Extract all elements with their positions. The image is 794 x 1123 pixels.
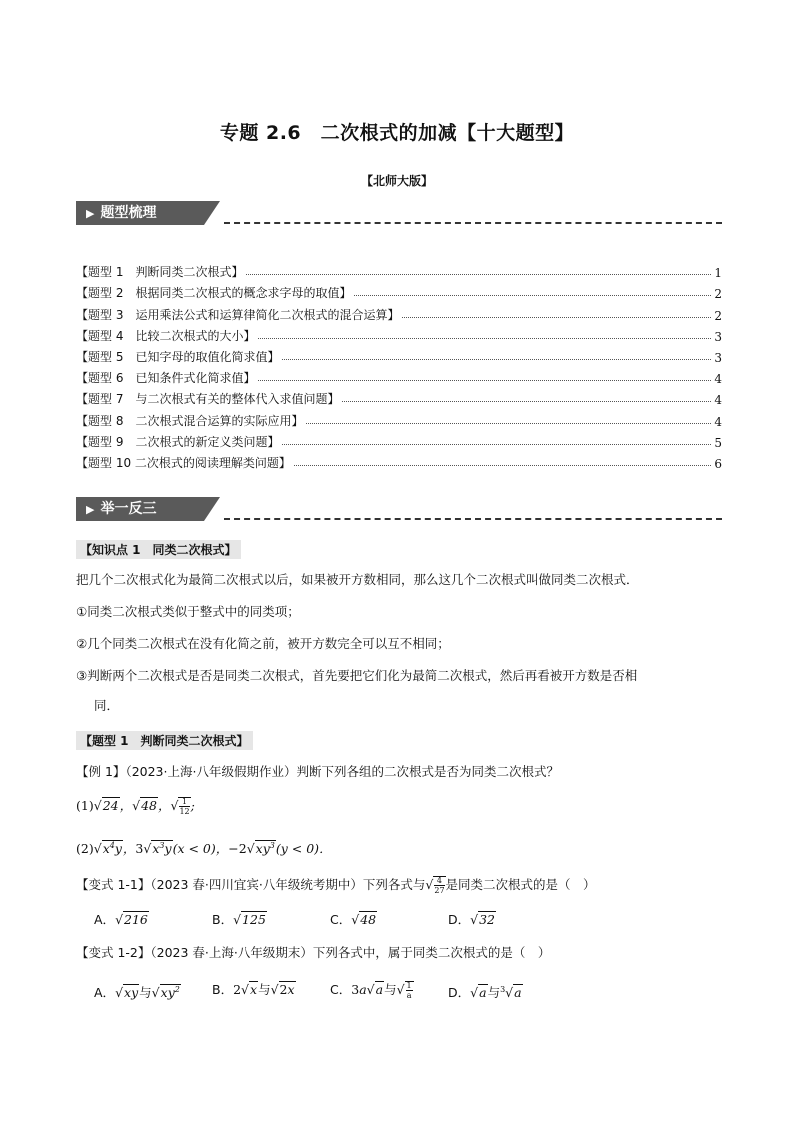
table-of-contents [76,259,722,471]
knowledge-point: ②几个同类二次根式在没有化简之前，被开方数完全可以互不相同； [76,636,450,651]
toc-row[interactable]: 【题型 7 与二次根式有关的整体代入求值问题】 4 [76,392,722,408]
toc-row[interactable]: 【题型 2 根据同类二次根式的概念求字母的取值】 2 [76,286,722,302]
knowledge-point: 同． [94,698,120,713]
example-1-part-2: $(2)√x^4y$，$3√x^3y(x < 0)$，$-2√xy^3(y < 0)$． [76,841,332,857]
section-title: 举一反三 [100,501,157,517]
dashed-divider [224,222,722,224]
toc-row[interactable]: 【题型 8 二次根式混合运算的实际应用】 4 [76,413,722,429]
play-arrow-icon: ▶ [86,503,95,516]
edition-label: 【北师大版】 [360,174,433,188]
question-type-label: 【题型 1 判断同类二次根式】 [76,731,253,750]
dashed-divider [224,518,722,520]
option-c[interactable]: C．√48 [330,912,377,927]
toc-row[interactable]: 【题型 3 运用乘法公式和运算律简化二次根式的混合运算】 2 [76,307,722,323]
variant-1-2-options [76,980,740,1003]
toc-row[interactable]: 【题型 1 判断同类二次根式】 1 [76,265,722,281]
section-tab [76,497,204,521]
option-c[interactable]: C．3a√a与√ $\frac{1}{a}$ [330,981,412,1000]
toc-row[interactable]: 【题型 5 已知字母的取值化简求值】 3 [76,349,722,365]
toc-row[interactable]: 【题型 9 二次根式的新定义类问题】 5 [76,434,722,450]
play-arrow-icon: ▶ [86,207,95,220]
option-a[interactable]: A．√xy与$√xy^2$ [94,985,180,1001]
option-d[interactable]: D．√32 [448,912,496,927]
knowledge-point: ③判断两个二次根式是否是同类二次根式，首先要把它们化为最简二次根式，然后再看被开方数是否相 [76,668,638,683]
section-title: 题型梳理 [100,205,157,221]
section-tab [76,201,204,225]
section-header-practice [76,497,722,523]
option-d[interactable]: D．√a与$^3$√a [448,985,522,1001]
page-title: 专题 2.6 二次根式的加减【十大题型】 [219,122,575,144]
variant-1-2-question: 【变式 1-2】（2023 春·上海·八年级期末）下列各式中，属于同类二次根式的是（ ） [76,945,551,960]
knowledge-definition: 把几个二次根式化为最简二次根式以后，如果被开方数相同，那么这几个二次根式叫做同类二次根式． [76,572,639,587]
knowledge-point: ①同类二次根式类似于整式中的同类项； [76,604,300,619]
option-b[interactable]: B．2√x与√2x [212,982,295,997]
option-a[interactable]: A．√216 [94,912,148,927]
toc-row[interactable]: 【题型 10 二次根式的阅读理解类问题】 6 [76,455,722,471]
variant-1-1-question: 【变式 1-1】（2023 春·四川宜宾·八年级统考期中）下列各式与√ $\frac{4}{27}$ 是同类二次根式的是（ ） [76,876,596,895]
toc-row[interactable]: 【题型 6 已知条件式化简求值】 4 [76,371,722,387]
knowledge-point-label: 【知识点 1 同类二次根式】 [76,540,241,559]
example-1-part-1: (1)√24，√48，√ $\frac{1}{12}$ ; [76,797,195,816]
example-1-question: 【例 1】（2023·上海·八年级假期作业）判断下列各组的二次根式是否为同类二次根式？ [76,764,559,779]
toc-row[interactable]: 【题型 4 比较二次根式的大小】 3 [76,328,722,344]
section-header-overview [76,201,722,227]
variant-1-1-options [76,910,740,930]
option-b[interactable]: B．√125 [212,912,266,927]
